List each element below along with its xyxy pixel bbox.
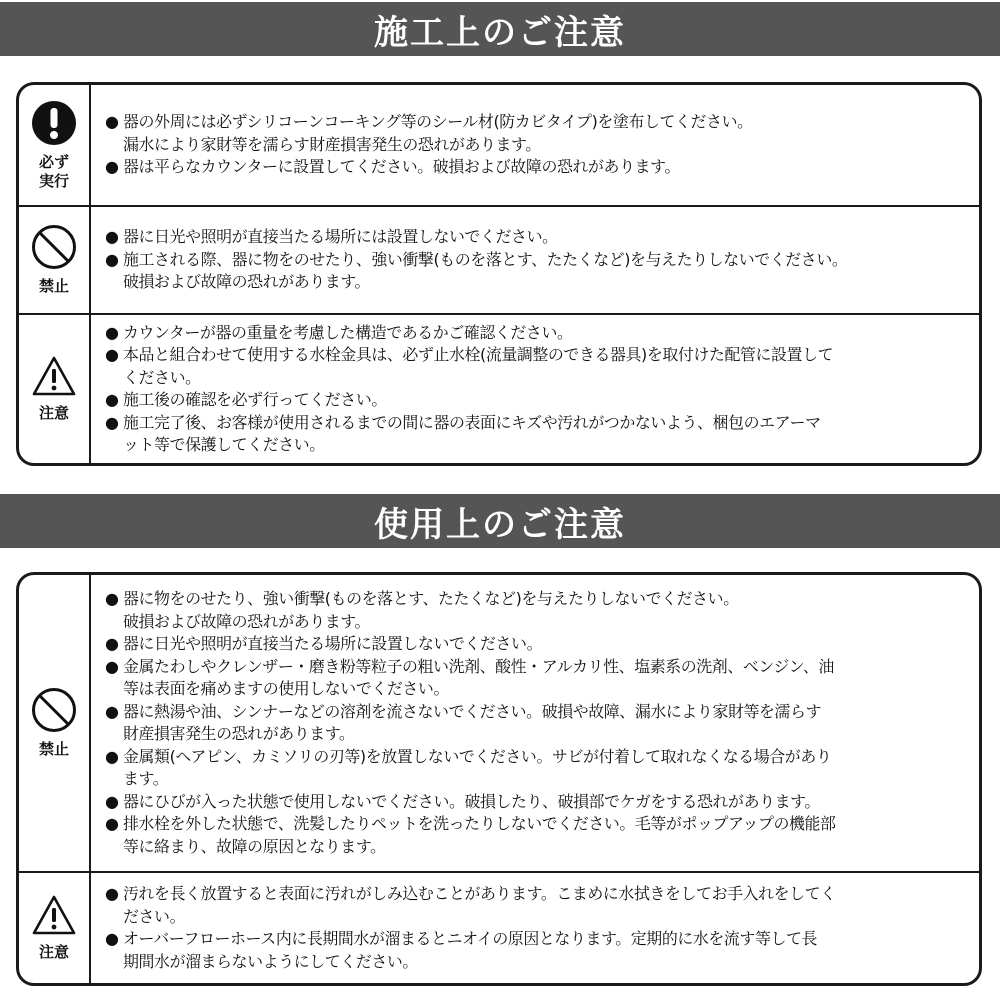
- bullet-icon: ●: [105, 884, 119, 903]
- precaution-item: [105, 746, 979, 791]
- install-precautions-panel: [16, 82, 982, 466]
- install-must-row: [19, 85, 979, 205]
- prohibited-circle-icon: [31, 224, 77, 274]
- precaution-item: [105, 111, 979, 156]
- precaution-text-line: 期間水が溜まらないようにしてください。: [123, 951, 418, 971]
- bullet-icon: ●: [105, 701, 119, 721]
- precaution-text-line: 汚れを長く放置すると表面に汚れがしみ込むことがあります。こまめに水拭きをしてお手入れをしてく: [123, 884, 836, 903]
- precaution-text-line: 器に日光や照明が直接当たる場所に設置しないでください。: [123, 634, 543, 653]
- precaution-item: [105, 249, 979, 294]
- bullet-icon: ●: [105, 589, 119, 608]
- bullet-icon: ●: [105, 157, 119, 177]
- precaution-text-line: 破損および故障の恐れがあります。: [123, 272, 371, 292]
- precaution-text-line: 金属たわしやクレンザー・磨き粉等粒子の粗い洗剤、酸性・アルカリ性、塩素系の洗剤、ベンジン、油: [123, 656, 834, 676]
- bullet-icon: ●: [105, 345, 119, 364]
- precaution-item: [105, 656, 979, 701]
- precaution-text-line: ください。: [123, 367, 201, 387]
- precaution-text-line: 器に日光や照明が直接当たる場所には設置しないでください。: [123, 227, 558, 247]
- bullet-icon: ●: [105, 791, 119, 811]
- install-caution-label: 注意: [38, 404, 69, 422]
- prohibited-circle-icon: [31, 687, 77, 737]
- use-precautions-banner: [0, 494, 1000, 548]
- precaution-text-line: ット等で保護してください。: [123, 435, 325, 454]
- precaution-item: [105, 322, 979, 345]
- precaution-text-line: 器は平らなカウンターに設置してください。破損および故障の恐れがあります。: [123, 157, 680, 177]
- use-prohibited-icon-cell: [19, 575, 91, 871]
- use-prohibited-list: [91, 575, 979, 871]
- precaution-text-line: 器の外周には必ずシリコーンコーキング等のシール材(防カビタイプ)を塗布してください。: [123, 112, 753, 132]
- use-caution-label: 注意: [38, 943, 69, 961]
- install-caution-icon-cell: [19, 315, 91, 463]
- install-caution-list: [91, 315, 979, 463]
- precaution-text-line: 器に熱湯や油、シンナーなどの溶剤を流さないでください。破損や故障、漏水により家財等を濡らす: [123, 701, 822, 721]
- precaution-item: [105, 344, 979, 389]
- use-precautions-panel: [16, 572, 982, 986]
- precaution-text-line: 排水栓を外した状態で、洗髪したりペットを洗ったりしないでください。毛等がポップアップの機能部: [123, 814, 836, 833]
- precaution-text-line: 器に物をのせたり、強い衝撃(ものを落とす、たたくなど)を与えたりしないでください。: [123, 589, 739, 608]
- precaution-item: [105, 226, 979, 249]
- use-caution-list: [91, 873, 979, 983]
- precaution-text-line: 財産損害発生の恐れがあります。: [123, 724, 355, 743]
- precaution-text-line: 器にひびが入った状態で使用しないでください。破損したり、破損部でケガをする恐れがあります。: [123, 791, 820, 811]
- use-prohibited-label: 禁止: [38, 740, 69, 758]
- precaution-text-line: 本品と組合わせて使用する水栓金具は、必ず止水栓(流量調整のできる器具)を取付けた配管に設置して: [123, 345, 834, 364]
- install-prohibited-row: [19, 205, 979, 313]
- precaution-text-line: 等に絡まり、故障の原因となります。: [123, 836, 386, 856]
- bullet-icon: ●: [105, 656, 119, 676]
- precaution-item: [105, 156, 979, 179]
- precaution-text-line: オーバーフローホース内に長期間水が溜まるとニオイの原因となります。定期的に水を流す等して長: [123, 929, 818, 948]
- install-precautions-banner: [0, 2, 1000, 56]
- bullet-icon: ●: [105, 412, 119, 432]
- bullet-icon: ●: [105, 249, 119, 269]
- bullet-icon: ●: [105, 746, 119, 766]
- bullet-icon: ●: [105, 634, 119, 653]
- bullet-icon: ●: [105, 227, 119, 247]
- use-prohibited-row: [19, 575, 979, 871]
- use-caution-row: [19, 871, 979, 983]
- precaution-text-line: 施工完了後、お客様が使用されるまでの間に器の表面にキズや汚れがつかないよう、梱包のエアーマ: [123, 412, 821, 432]
- install-must-list: [91, 85, 979, 205]
- exclamation-circle-icon: [31, 100, 77, 150]
- precaution-item: [105, 701, 979, 746]
- install-caution-row: [19, 313, 979, 463]
- precaution-text-line: 漏水により家財等を濡らす財産損害発生の恐れがあります。: [123, 134, 541, 154]
- use-caution-icon-cell: [19, 873, 91, 983]
- precaution-text-line: 破損および故障の恐れがあります。: [123, 611, 371, 631]
- precaution-item: [105, 412, 979, 457]
- install-must-icon-cell: [19, 85, 91, 205]
- precaution-text-line: 金属類(ヘアピン、カミソリの刃等)を放置しないでください。サビが付着して取れなくなる場合があり: [123, 746, 832, 766]
- install-precautions-title: 施工上のご注意: [374, 12, 626, 53]
- precaution-item: [105, 633, 979, 656]
- bullet-icon: ●: [105, 929, 119, 948]
- precaution-item: [105, 928, 979, 973]
- precaution-item: [105, 813, 979, 858]
- precaution-text-line: ます。: [123, 769, 169, 788]
- bullet-icon: ●: [105, 112, 119, 132]
- precaution-item: [105, 791, 979, 814]
- precaution-item: [105, 883, 979, 928]
- precaution-text-line: カウンターが器の重量を考慮した構造であるかご確認ください。: [123, 322, 573, 342]
- precaution-item: [105, 389, 979, 412]
- precaution-text-line: 施工後の確認を必ず行ってください。: [123, 390, 387, 409]
- warning-triangle-icon: [31, 894, 77, 940]
- bullet-icon: ●: [105, 322, 119, 342]
- install-must-label: 必ず 実行: [38, 152, 69, 190]
- install-prohibited-label: 禁止: [38, 277, 69, 295]
- precaution-text-line: 等は表面を痛めますの使用しないでください。: [123, 679, 449, 698]
- warning-triangle-icon: [31, 355, 77, 401]
- precaution-item: [105, 588, 979, 633]
- install-prohibited-icon-cell: [19, 207, 91, 313]
- bullet-icon: ●: [105, 390, 119, 409]
- precaution-text-line: ださい。: [123, 906, 186, 926]
- precaution-text-line: 施工される際、器に物をのせたり、強い衝撃(ものを落とす、たたくなど)を与えたりしないでください。: [123, 249, 848, 269]
- install-prohibited-list: [91, 207, 979, 313]
- use-precautions-title: 使用上のご注意: [374, 504, 626, 545]
- bullet-icon: ●: [105, 814, 119, 833]
